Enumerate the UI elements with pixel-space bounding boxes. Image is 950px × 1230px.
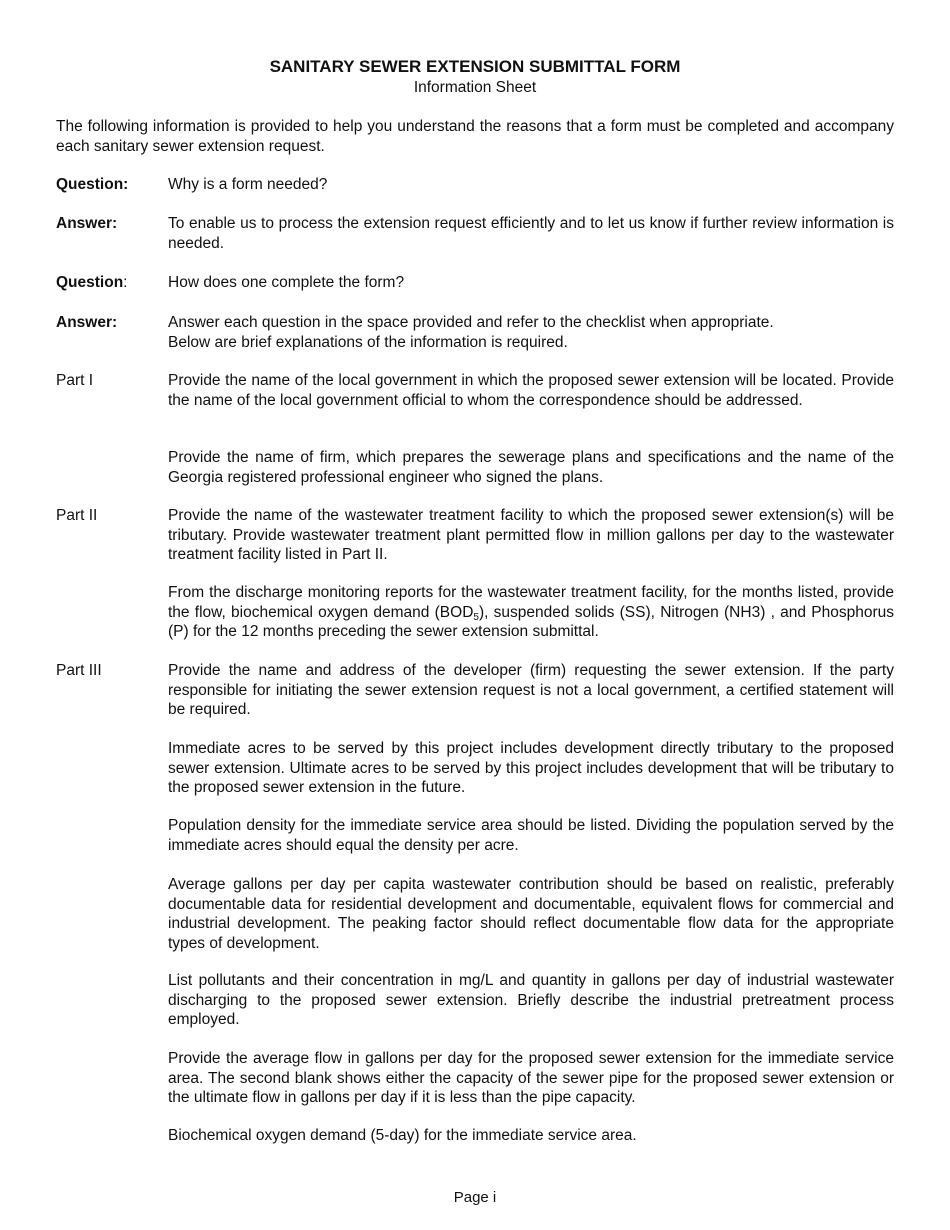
question-text: How does one complete the form? xyxy=(168,274,405,291)
answer-label: Answer: xyxy=(56,215,118,232)
part-3-label: Part III xyxy=(56,662,102,679)
answer-text: To enable us to process the extension request efficiently and to let us know if further review information is needed. xyxy=(168,215,894,252)
question-label: Question: xyxy=(56,176,129,193)
part-3-paragraph-5: List pollutants and their concentration in mg/L and quantity in gallons per day of industrial wastewater discharging to the proposed sewer extension. Briefly describe the industrial pretreatment process employed. xyxy=(168,972,894,1028)
part-3-paragraph-4: Average gallons per day per capita wastewater contribution should be based on realistic, preferably documentable data for residential development and documentable, equivalent flows for commercial and industrial development. The peaking factor should reflect documentable flow data for the appropriate types of development. xyxy=(168,876,894,952)
part-1-paragraph-2: Provide the name of firm, which prepares the sewerage plans and specifications and the name of the Georgia registered professional engineer who signed the plans. xyxy=(168,449,894,486)
intro-paragraph: The following information is provided to help you understand the reasons that a form must be completed and accompany each sanitary sewer extension request. xyxy=(56,118,894,155)
answer-text: Answer each question in the space provided and refer to the checklist when appropriate. Below are brief explanations of the information is required. xyxy=(168,314,774,351)
part-2-paragraph-2: From the discharge monitoring reports for the wastewater treatment facility, for the months listed, provide the flow, biochemical oxygen demand $(BOD_5)$, suspended solids (SS), Nitrogen (NH3) , and Phosphorus (P) for the 12 months preceding the sewer extension submittal. xyxy=(168,584,894,640)
part-1-label: Part I xyxy=(56,372,94,389)
answer-label: Answer: xyxy=(56,314,118,331)
form-title: SANITARY SEWER EXTENSION SUBMITTAL FORM xyxy=(269,57,681,76)
page-number: Page i xyxy=(453,1189,497,1206)
part-3-paragraph-3: Population density for the immediate service area should be listed. Dividing the population served by the immediate acres should equal the density per acre. xyxy=(168,817,894,854)
question-text: Why is a form needed? xyxy=(168,176,328,193)
part-3-paragraph-7: Biochemical oxygen demand (5-day) for the immediate service area. xyxy=(168,1127,637,1144)
part-3-paragraph-1: Provide the name and address of the developer (firm) requesting the sewer extension. If the party responsible for initiating the sewer extension request is not a local government, a certified statement will be required. xyxy=(168,662,894,718)
form-subtitle: Information Sheet xyxy=(413,79,537,96)
part-1-paragraph-1: Provide the name of the local government in which the proposed sewer extension will be located. Provide the name of the local government official to whom the correspondence should be addressed. xyxy=(168,372,894,409)
part-2-paragraph-1: Provide the name of the wastewater treatment facility to which the proposed sewer extension(s) will be tributary. Provide wastewater treatment plant permitted flow in million gallons per day to the wastewater treatment facility listed in Part II. xyxy=(168,507,894,563)
question-label: Question: xyxy=(56,274,128,291)
part-3-paragraph-2: Immediate acres to be served by this project includes development directly tributary to the proposed sewer extension. Ultimate acres to be served by this project includes development that will be tributary to the proposed sewer extension in the future. xyxy=(168,740,894,796)
part-2-label: Part II xyxy=(56,507,98,524)
part-3-paragraph-6: Provide the average flow in gallons per day for the proposed sewer extension for the immediate service area. The second blank shows either the capacity of the sewer pipe for the proposed sewer extension or the ultimate flow in gallons per day if it is less than the pipe capacity. xyxy=(168,1050,894,1106)
